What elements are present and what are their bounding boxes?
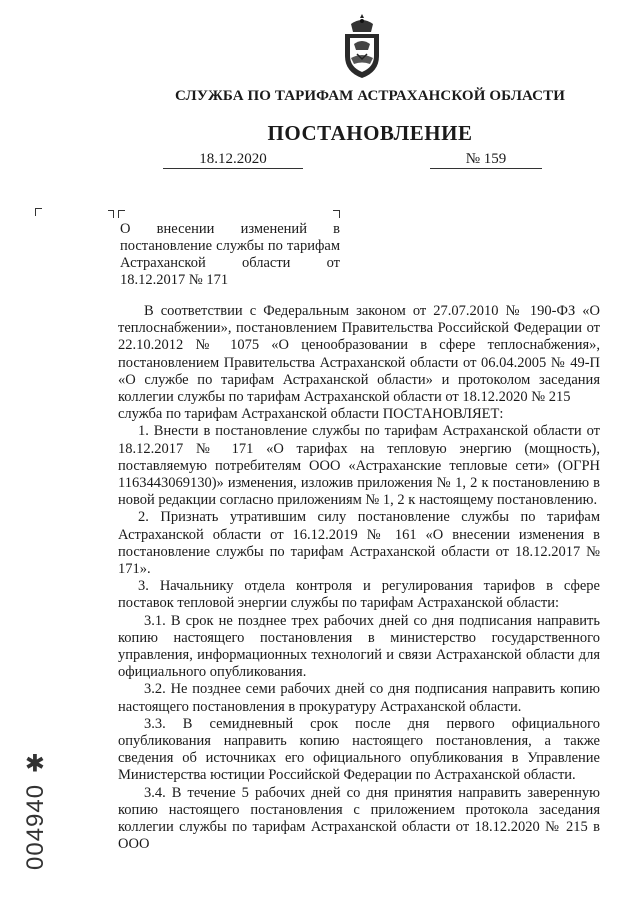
document-title: ПОСТАНОВЛЕНИЕ [267, 121, 473, 145]
document-subject: О внесении изменений в постановление службы по тарифам Астраханской области от 18.12.2017 № 171 [120, 221, 340, 288]
document-body [118, 303, 600, 854]
registration-mark [108, 210, 114, 218]
coat-of-arms-icon [337, 12, 387, 80]
subject-bracket-right [333, 210, 340, 218]
paragraph-item-2: 2. Признать утратившим силу постановление службы по тарифам Астраханской области от 16.12.2019 № 161 «О внесении изменения в постановление службы по тарифам Астраханской области от 18.12.2017 № 171». [118, 509, 600, 578]
paragraph-preamble: В соответствии с Федеральным законом от 27.07.2010 № 190-ФЗ «О теплоснабжении», постановлением Правительства Российской Федерации от 22.10.2012 № 1075 «О ценообразовании в сфере теплоснабжения», постановлением Правительства Астраханской области от 06.04.2005 № 49-П «О службе по тарифам Астраханской области» и протоколом заседания коллегии службы по тарифам Астраханской области от 18.12.2020 № 215 [118, 303, 600, 406]
paragraph-item-3-4: 3.4. В течение 5 рабочих дней со дня принятия направить заверенную копию настоящего постановления с приложением протокола заседания коллегии службы по тарифам Астраханской области от 18.12.2020 № 215 в ООО [118, 784, 600, 853]
agency-name: СЛУЖБА ПО ТАРИФАМ АСТРАХАНСКОЙ ОБЛАСТИ [175, 88, 565, 104]
serial-stamp: 004940 ✱ [22, 747, 49, 870]
subject-bracket-left [118, 210, 125, 218]
paragraph-item-3-1: 3.1. В срок не позднее трех рабочих дней со дня подписания направить копию настоящего постановления в министерство государственного управления, информационных технологий и связи Астраханской области для официального опубликования. [118, 612, 600, 681]
paragraph-item-1: 1. Внести в постановление службы по тарифам Астраханской области от 18.12.2017 № 171 «О тарифах на тепловую энергию (мощность), поставляемую потребителям ООО «Астраханские тепловые сети» (ОГРН 1163443069130)» изменения, изложив приложения № 1, 2 к постановлению в новой редакции согласно приложениям № 1, 2 к настоящему постановлению. [118, 423, 600, 509]
paragraph-item-3-2: 3.2. Не позднее семи рабочих дней со дня подписания направить копию настоящего постановления в прокуратуру Астраханской области. [118, 681, 600, 715]
registration-mark [35, 208, 42, 216]
document-date: 18.12.2020 [163, 150, 303, 169]
paragraph-item-3: 3. Начальнику отдела контроля и регулирования тарифов в сфере поставок тепловой энергии службы по тарифам Астраханской области: [118, 578, 600, 612]
paragraph-resolves: служба по тарифам Астраханской области ПОСТАНОВЛЯЕТ: [118, 406, 504, 423]
paragraph-item-3-3: 3.3. В семидневный срок после дня первого официального опубликования направить копию настоящего постановления, а также сведения об источниках его официального опубликования в Управление Министерства юстиции Российской Федерации по Астраханской области. [118, 715, 600, 784]
document-number: № 159 [430, 150, 542, 169]
